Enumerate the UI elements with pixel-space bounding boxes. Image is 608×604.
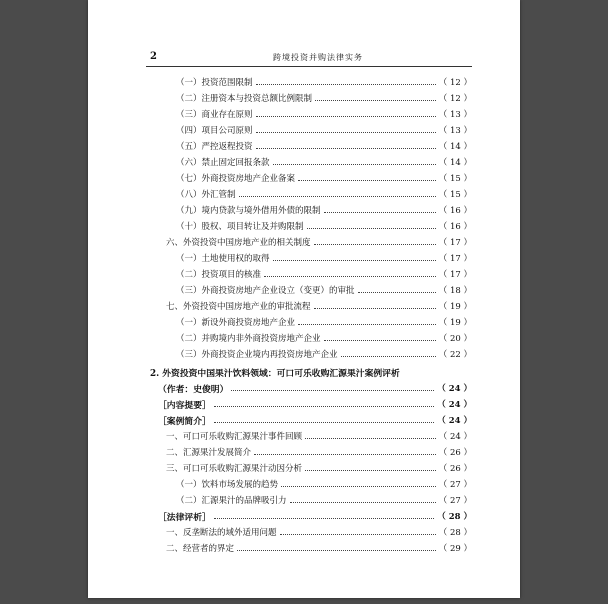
dot-leader xyxy=(256,132,436,133)
toc-entry-page: （ 19 ） xyxy=(438,318,472,328)
toc-entry-page: （ 12 ） xyxy=(438,78,472,88)
toc-entry-title: ［法律评析］ xyxy=(158,512,211,523)
toc-entry-title: （一）新设外商投资房地产企业 xyxy=(176,318,296,328)
toc-entry-page: （ 26 ） xyxy=(438,448,472,458)
toc-entry-title: （二）投资项目的核准 xyxy=(176,270,262,280)
dot-leader xyxy=(358,292,436,293)
toc-entry-page: （ 13 ） xyxy=(438,126,472,136)
toc-entry-page: （ 24 ） xyxy=(437,384,472,394)
toc-entry-title: （五）严控返程投资 xyxy=(176,142,253,152)
toc-entry-page: （ 26 ） xyxy=(438,464,472,474)
dot-leader xyxy=(307,228,436,229)
dot-leader xyxy=(324,340,436,341)
toc-entry-page: （ 27 ） xyxy=(438,496,472,506)
toc-entry-page: （ 24 ） xyxy=(437,416,472,426)
running-title: 跨境投资并购法律实务 xyxy=(273,53,363,62)
toc-entry-title: （八）外汇管制 xyxy=(176,190,236,200)
toc-entry-title: 六、外资投资中国房地产业的相关制度 xyxy=(166,238,311,248)
dot-leader xyxy=(254,454,436,455)
toc-entry-title: 七、外资投资中国房地产业的审批流程 xyxy=(166,302,311,312)
toc-entry-title: （四）项目公司原则 xyxy=(176,126,253,136)
toc-entry-title: （六）禁止固定回报条款 xyxy=(176,158,270,168)
toc-entry-title: 二、汇源果汁发展简介 xyxy=(166,448,252,458)
toc-entry-page: （ 15 ） xyxy=(438,174,472,184)
toc-entry[interactable] xyxy=(158,397,472,411)
toc-entry[interactable] xyxy=(176,155,472,169)
toc-entry-title: （一）投资范围限制 xyxy=(176,78,253,88)
toc-entry[interactable] xyxy=(158,381,472,395)
toc-entry-title: ［内容提要］ xyxy=(158,400,211,411)
dot-leader xyxy=(324,212,436,213)
toc-entry[interactable] xyxy=(176,477,472,491)
dot-leader xyxy=(290,502,436,503)
toc-entry-title: （十）股权、项目转让及并购限制 xyxy=(176,222,304,232)
dot-leader xyxy=(273,164,436,165)
toc-entry-title: （二）汇源果汁的品牌吸引力 xyxy=(176,496,287,506)
page-header xyxy=(88,51,520,65)
dot-leader xyxy=(314,244,436,245)
toc-entry[interactable] xyxy=(176,267,472,281)
dot-leader xyxy=(273,260,436,261)
toc-entry[interactable] xyxy=(158,413,472,427)
page-number: 2 xyxy=(150,51,157,62)
toc-entry-page: （ 17 ） xyxy=(438,270,472,280)
toc-entry[interactable] xyxy=(158,509,472,523)
toc-entry-title: （一）饮料市场发展的趋势 xyxy=(176,480,279,490)
toc-entry-title: （三）外商投资企业境内再投资房地产企业 xyxy=(176,350,338,360)
toc-entry-page: （ 17 ） xyxy=(438,238,472,248)
toc-entry[interactable] xyxy=(176,251,472,265)
dot-leader xyxy=(315,100,436,101)
toc-entry-page: （ 28 ） xyxy=(438,528,472,538)
toc-entry[interactable] xyxy=(166,525,472,539)
toc-entry[interactable] xyxy=(176,91,472,105)
toc-entry-page: （ 29 ） xyxy=(438,544,472,554)
toc-entry-title: （三）商业存在原则 xyxy=(176,110,253,120)
dot-leader xyxy=(239,196,436,197)
dot-leader xyxy=(298,324,436,325)
dot-leader xyxy=(237,550,436,551)
toc-entry[interactable] xyxy=(166,541,472,555)
dot-leader xyxy=(264,276,436,277)
dot-leader xyxy=(280,534,436,535)
toc-entry-page: （ 28 ） xyxy=(437,512,472,522)
dot-leader xyxy=(214,518,434,519)
toc-entry[interactable] xyxy=(176,219,472,233)
dot-leader xyxy=(341,356,436,357)
toc-entry-page: （ 24 ） xyxy=(438,432,472,442)
toc-entry-title: （七）外商投资房地产企业备案 xyxy=(176,174,296,184)
toc-entry-page: （ 14 ） xyxy=(438,158,472,168)
toc-entry-page: （ 15 ） xyxy=(438,190,472,200)
toc-entry-page: （ 27 ） xyxy=(438,480,472,490)
toc-entry[interactable] xyxy=(176,315,472,329)
toc-entry[interactable] xyxy=(176,123,472,137)
toc-entry[interactable] xyxy=(166,299,472,313)
toc-entry[interactable] xyxy=(176,187,472,201)
toc-entry-page: （ 16 ） xyxy=(438,222,472,232)
dot-leader xyxy=(256,84,436,85)
toc-entry[interactable] xyxy=(176,493,472,507)
toc-entry-title: （三）外商投资房地产企业设立（变更）的审批 xyxy=(176,286,355,296)
document-page xyxy=(88,0,520,598)
toc-entry[interactable] xyxy=(166,445,472,459)
toc-entry-page: （ 24 ） xyxy=(437,400,472,410)
toc-entry[interactable] xyxy=(150,365,472,379)
toc-entry-title: 三、可口可乐收购汇源果汁动因分析 xyxy=(166,464,303,474)
toc-entry[interactable] xyxy=(176,107,472,121)
toc-entry-page: （ 22 ） xyxy=(438,350,472,360)
toc-entry-title: 2. 外资投资中国果汁饮料领域：可口可乐收购汇源果汁案例评析 xyxy=(150,368,400,379)
toc-entry-page: （ 16 ） xyxy=(438,206,472,216)
toc-entry-title: ［案例简介］ xyxy=(158,416,211,427)
toc-entry-title: （二）并购境内非外商投资房地产企业 xyxy=(176,334,321,344)
toc-entry-title: （一）土地使用权的取得 xyxy=(176,254,270,264)
dot-leader xyxy=(281,486,436,487)
dot-leader xyxy=(231,390,434,391)
toc-entry[interactable] xyxy=(176,75,472,89)
toc-entry-page: （ 13 ） xyxy=(438,110,472,120)
toc-entry-page: （ 18 ） xyxy=(438,286,472,296)
dot-leader xyxy=(214,422,434,423)
toc-entry-page: （ 20 ） xyxy=(438,334,472,344)
toc-entry[interactable] xyxy=(176,203,472,217)
toc-entry-page: （ 17 ） xyxy=(438,254,472,264)
toc-entry-title: （二）注册资本与投资总额比例限制 xyxy=(176,94,313,104)
toc-entry-title: 一、反垄断法的域外适用问题 xyxy=(166,528,277,538)
toc-entry[interactable] xyxy=(166,429,472,443)
toc-entry[interactable] xyxy=(166,461,472,475)
toc-entry[interactable] xyxy=(176,171,472,185)
dot-leader xyxy=(305,470,436,471)
toc-entry-page: （ 19 ） xyxy=(438,302,472,312)
dot-leader xyxy=(256,148,436,149)
toc-entry[interactable] xyxy=(176,331,472,345)
dot-leader xyxy=(314,308,436,309)
dot-leader xyxy=(256,116,436,117)
toc-entry[interactable] xyxy=(176,347,472,361)
dot-leader xyxy=(298,180,436,181)
toc-entry[interactable] xyxy=(166,235,472,249)
dot-leader xyxy=(305,438,436,439)
dot-leader xyxy=(214,406,434,407)
toc-entry-page: （ 14 ） xyxy=(438,142,472,152)
toc-entry-title: 一、可口可乐收购汇源果汁事件回顾 xyxy=(166,432,303,442)
toc-entry-page: （ 12 ） xyxy=(438,94,472,104)
header-rule xyxy=(146,66,472,67)
toc-entry-title: （九）境内贷款与境外借用外债的限制 xyxy=(176,206,321,216)
toc-entry[interactable] xyxy=(176,283,472,297)
toc-entry-title: 二、经营者的界定 xyxy=(166,544,235,554)
toc-entry[interactable] xyxy=(176,139,472,153)
toc-entry-title: （作者：史俊明） xyxy=(158,384,229,395)
